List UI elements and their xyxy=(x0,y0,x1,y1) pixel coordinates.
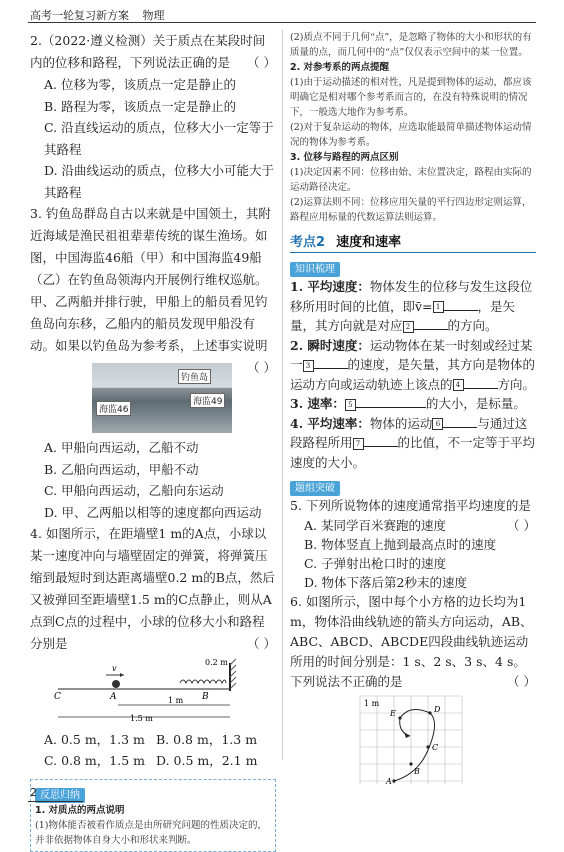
item-3-text-2: 的大小，是标量。 xyxy=(425,396,526,411)
q5-option-b[interactable]: B. 物体竖直上抛到最高点时的速度 xyxy=(304,537,497,552)
q3-stem: 3. 钓鱼岛群岛自古以来就是中国领土，其附近海域是渔民祖祖辈辈传统的谋生渔场。如图，中国海监46船（甲）和中国海监49船（乙）在钓鱼岛领海内开展例行维权巡航。甲、乙两船并排行驶，甲船上的船员看见钓鱼岛向东移，乙船内的船员发现甲船没有动。如果以钓鱼岛为参考系，上述事实说明 xyxy=(30,206,271,353)
q4-stem: 4. 如图所示，在距墙壁1 m的A点，小球以某一速度冲向与墙壁固定的弹簧，将弹簧压缩到最短时到达距离墙壁0.2 m的B点，然后又被弹回至距墙壁1.5 m的C点静止，则从A点到C点的过程中，小球的位移大小和路程分别是 xyxy=(30,526,275,651)
bottom-dimension-label: 1.5 m xyxy=(130,714,153,723)
blank-2-marker: 2 xyxy=(403,321,414,333)
item-4-number: 4. 平均速率： xyxy=(290,415,370,431)
item-2-text-3: 方向。 xyxy=(497,376,536,392)
q4-option-c[interactable]: C. 0.8 m，1.5 m xyxy=(44,753,145,768)
blank-6-marker: 6 xyxy=(432,418,443,430)
practice-tag: 题组突破 xyxy=(290,481,340,496)
q6-stem: 6. 如图所示，图中每个小方格的边长均为1 m，物体沿曲线轨迹的箭头方向运动，AB、ABC、ABCD、ABCDE四段曲线轨迹运动所用的时间分别是：1 s、2 s、3 s、4 s。下列说法不正确的是 xyxy=(290,594,533,689)
item-4-text-2: 与通过这段路程所用 xyxy=(290,415,528,450)
grid-point-e: E xyxy=(390,709,396,718)
item-1-number: 1. 平均速度： xyxy=(290,279,370,294)
island-photo xyxy=(92,363,232,433)
q5-paren: （ ） xyxy=(507,518,536,533)
q5-stem: 5. 下列所说物体的速度通常指平均速度的是 xyxy=(290,498,531,513)
blank-4[interactable] xyxy=(464,376,498,389)
blank-7-marker: 7 xyxy=(353,438,364,450)
knowledge-item-4 xyxy=(290,414,536,473)
grid-point-a: A xyxy=(386,777,392,786)
reflection-tag: 反思归纳 xyxy=(35,788,85,803)
q3-paren: （ ） xyxy=(247,360,276,375)
q4-paren: （ ） xyxy=(247,636,276,651)
reflection-para-2b: (2)对于复杂运动的物体，应选取能最简单描述物体运动情况的物体为参考系。 xyxy=(290,122,532,148)
reflection-para-2a: (1)由于运动描述的相对性，凡是提到物体的运动，都应该明确它是相对哪个参考系而言的，在没有特殊说明的情况下，一般选大地作为参考系。 xyxy=(290,77,532,118)
mid-dimension-label: 1 m xyxy=(168,696,184,705)
left-column xyxy=(30,30,276,852)
reflection-heading-2: 2. 对参考系的两点提醒 xyxy=(290,62,390,73)
knowledge-item-3 xyxy=(290,394,536,414)
blank-6[interactable] xyxy=(443,415,477,428)
item-2-text-1: 运动物体在某一时刻或经过某一 xyxy=(290,337,533,372)
item-2-number: 2. 瞬时速度： xyxy=(290,337,370,353)
q2-option-c[interactable]: C. 沿直线运动的质点，位移大小一定等于其路程 xyxy=(44,120,274,157)
q4-option-d[interactable]: D. 0.5 m，2.1 m xyxy=(156,753,258,768)
question-5 xyxy=(290,496,536,592)
q5-option-c[interactable]: C. 子弹射出枪口时的速度 xyxy=(304,556,447,571)
running-header xyxy=(30,7,175,23)
velocity-label: v xyxy=(112,664,117,673)
blank-4-marker: 4 xyxy=(453,379,464,391)
item-1-text-3: 的方向。 xyxy=(447,318,498,333)
column-divider xyxy=(282,30,283,760)
question-3 xyxy=(30,203,276,523)
subject-label: 物理 xyxy=(142,9,165,22)
kp2-heading xyxy=(290,231,536,253)
kp2-label: 考点2 xyxy=(290,235,326,250)
photo-label-ship-49: 海监49 xyxy=(190,393,225,408)
q4-option-a[interactable]: A. 0.5 m，1.3 m xyxy=(44,732,145,747)
question-4 xyxy=(30,523,276,771)
reflection-para-3a: (1)决定因素不同：位移由始、末位置决定，路程由实际的运动路径决定。 xyxy=(290,167,532,193)
q5-option-d[interactable]: D. 物体下落后第2秒末的速度 xyxy=(304,575,467,590)
page-number: 2 xyxy=(30,786,37,799)
q2-option-b[interactable]: B. 路程为零，该质点一定是静止的 xyxy=(44,98,237,114)
blank-3-marker: 3 xyxy=(303,360,314,372)
point-b-label: B xyxy=(202,692,209,702)
q3-option-b[interactable]: B. 乙船向西运动，甲船不动 xyxy=(44,461,199,477)
blank-1[interactable] xyxy=(444,298,478,311)
reflection-box xyxy=(30,779,276,852)
spring-wall-diagram xyxy=(30,655,270,725)
blank-7[interactable] xyxy=(364,434,398,447)
q4-option-b[interactable]: B. 0.8 m，1.3 m xyxy=(156,732,258,747)
grid-trajectory-diagram xyxy=(290,692,536,788)
knowledge-item-2 xyxy=(290,336,536,395)
question-6 xyxy=(290,592,536,792)
blank-3[interactable] xyxy=(314,356,348,369)
kp2-title: 速度和速率 xyxy=(336,235,402,250)
reflection-heading-1: 1. 对质点的两点说明 xyxy=(35,805,125,816)
q5-option-a[interactable]: A. 某同学百米赛跑的速度 xyxy=(304,518,446,533)
question-2 xyxy=(30,30,276,203)
footer-rule xyxy=(28,801,83,802)
top-dimension-label: 0.2 m xyxy=(205,658,228,667)
photo-label-island: 钓鱼岛 xyxy=(178,369,211,384)
q6-paren: （ ） xyxy=(507,674,536,689)
grid-point-b: B xyxy=(414,767,420,776)
item-2-text-2: 的速度，是矢量，其方向是物体的运动方向或运动轨迹上该点的 xyxy=(290,357,536,392)
q3-option-d[interactable]: D. 甲、乙两船以相等的速度都向西运动 xyxy=(44,504,262,520)
q2-option-d[interactable]: D. 沿曲线运动的质点，位移大小可能大于其路程 xyxy=(44,163,275,200)
grid-point-c: C xyxy=(432,743,439,752)
q3-option-a[interactable]: A. 甲船向西运动，乙船不动 xyxy=(44,440,199,455)
reflection-para-1b: (2)质点不同于几何“点”，是忽略了物体的大小和形状的有质量的点，而几何中的“点”仅仅表示空间中的某一位置。 xyxy=(290,32,532,58)
knowledge-tag: 知识梳理 xyxy=(290,262,340,277)
knowledge-item-1 xyxy=(290,277,536,336)
point-a-label: A xyxy=(110,692,117,702)
reflection-para-1: (1)物体能否被看作质点是由所研究问题的性质决定的，并非依据物体自身大小和形状来判断。 xyxy=(35,820,267,846)
book-title: 高考一轮复习新方案 xyxy=(30,9,129,22)
q2-paren: （ ） xyxy=(247,55,276,70)
blank-5-marker: 5 xyxy=(345,399,356,411)
photo-label-ship-46: 海监46 xyxy=(96,401,131,416)
q2-option-a[interactable]: A. 位移为零，该质点一定是静止的 xyxy=(44,77,236,92)
item-1-text-1: 物体发生的位移与发生这段位移所用时间的比值，即v̄= xyxy=(290,279,533,314)
right-column xyxy=(290,30,536,792)
grid-unit-label: 1 m xyxy=(364,699,380,708)
point-c-label: C xyxy=(54,692,61,702)
blank-5[interactable] xyxy=(356,395,426,408)
q3-option-c[interactable]: C. 甲船向西运动，乙船向东运动 xyxy=(44,483,224,498)
q2-stem: 2.（2022·遵义检测）关于质点在某段时间内的位移和路程，下列说法正确的是 xyxy=(30,33,266,70)
item-4-text-3: 的比值，不一定等于平均速度的大小。 xyxy=(290,435,536,470)
item-3-number: 3. 速率： xyxy=(290,396,345,411)
item-1-text-2: ，是矢量，其方向就是对应 xyxy=(290,298,516,333)
item-4-text-1: 物体的运动 xyxy=(369,415,433,431)
blank-2[interactable] xyxy=(414,317,448,330)
reflection-para-3b: (2)运算法则不同：位移应用矢量的平行四边形定则运算，路程应用标量的代数运算法则运算。 xyxy=(290,197,532,223)
grid-point-d: D xyxy=(434,705,441,714)
reflection-heading-3: 3. 位移与路程的两点区别 xyxy=(290,152,399,163)
header-rule xyxy=(28,22,536,23)
blank-1-marker: 1 xyxy=(433,301,444,313)
